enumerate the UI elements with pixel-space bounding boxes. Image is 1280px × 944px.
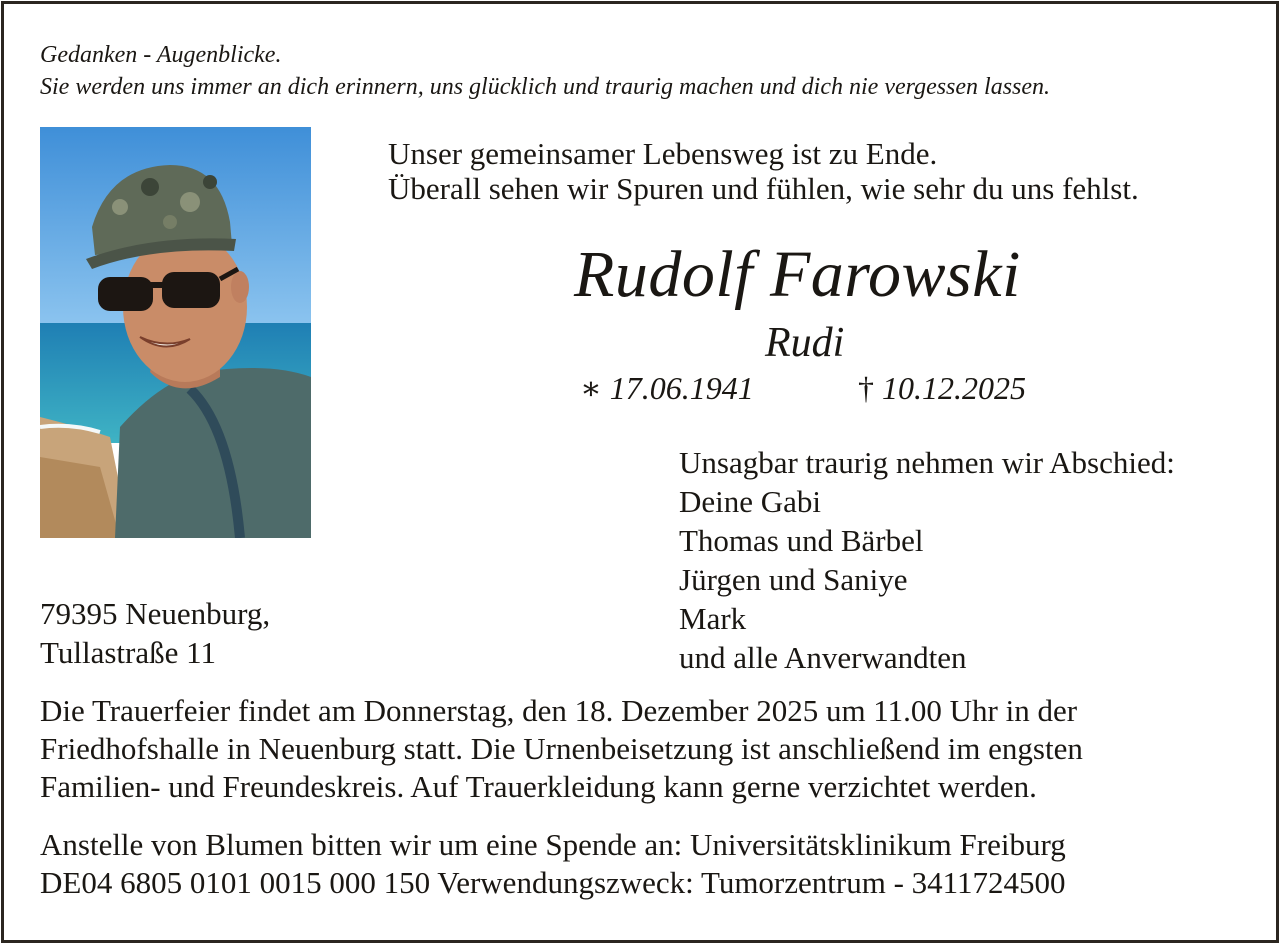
mourner-name: Deine Gabi — [679, 484, 822, 519]
deceased-nickname: Rudi — [765, 320, 845, 366]
death-date: 10.12.2025 — [882, 370, 1026, 406]
memorial-quote — [40, 39, 1050, 103]
portrait-photo — [40, 127, 311, 538]
mourners-intro: Unsagbar traurig nehmen wir Abschied: — [679, 445, 1175, 480]
death-cross-icon: † — [858, 370, 874, 406]
donation-line-2: DE04 6805 0101 0015 000 150 Verwendungszweck: Tumorzentrum - 3411724500 — [40, 865, 1066, 900]
address-line-1: 79395 Neuenburg, — [40, 596, 271, 631]
death-date-line — [858, 369, 1026, 407]
birth-date-line — [580, 369, 754, 407]
birth-star-icon: ∗ — [580, 370, 602, 406]
donation-paragraph — [40, 826, 1066, 902]
mourner-name: Thomas und Bärbel — [679, 523, 924, 558]
ceremony-line-3: Familien- und Freundeskreis. Auf Trauerkleidung kann gerne verzichtet werden. — [40, 769, 1037, 804]
birth-date: 17.06.1941 — [609, 370, 754, 406]
mourner-name: Mark — [679, 601, 747, 636]
lead-line-1: Unser gemeinsamer Lebensweg ist zu Ende. — [388, 136, 938, 171]
donation-line-1: Anstelle von Blumen bitten wir um eine Spende an: Universitätsklinikum Freiburg — [40, 827, 1066, 862]
mourners-list — [679, 443, 1175, 677]
mourning-address — [40, 594, 270, 672]
lead-line-2: Überall sehen wir Spuren und fühlen, wie sehr du uns fehlst. — [388, 171, 1139, 206]
deceased-name: Rudolf Farowski — [574, 238, 1021, 311]
mourner-name: und alle Anverwandten — [679, 640, 967, 675]
mourner-name: Jürgen und Saniye — [679, 562, 908, 597]
address-line-2: Tullastraße 11 — [40, 635, 216, 670]
ceremony-line-1: Die Trauerfeier findet am Donnerstag, den 18. Dezember 2025 um 11.00 Uhr in der — [40, 693, 1078, 728]
quote-line-2: Sie werden uns immer an dich erinnern, uns glücklich und traurig machen und dich nie vergessen lassen. — [40, 74, 1051, 100]
ceremony-line-2: Friedhofshalle in Neuenburg statt. Die Urnenbeisetzung ist anschließend im engsten — [40, 731, 1083, 766]
quote-line-1: Gedanken - Augenblicke. — [40, 42, 282, 68]
ceremony-paragraph — [40, 692, 1083, 806]
lead-text — [388, 136, 1139, 206]
